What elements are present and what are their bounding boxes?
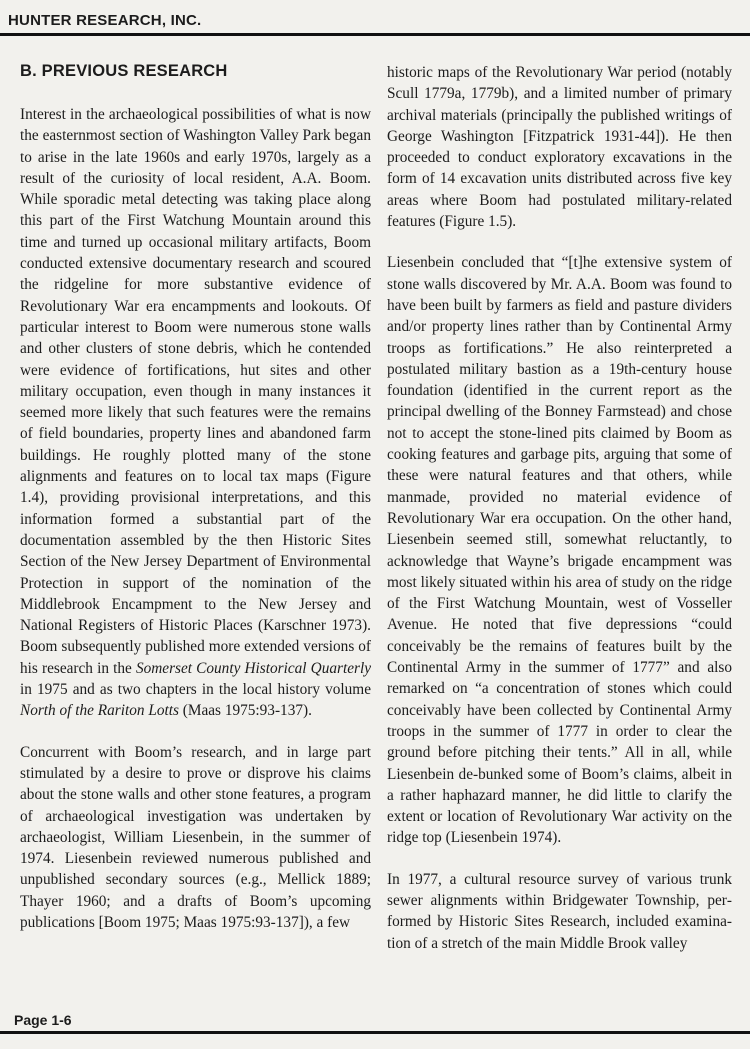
- section-heading: B. PREVIOUS RESEARCH: [20, 62, 228, 80]
- left-column: [20, 104, 371, 953]
- page-number: Page 1-6: [14, 1012, 72, 1028]
- book-title: North of the Rariton Lotts: [20, 702, 179, 720]
- paragraph: In 1977, a cultural resource survey of various trunk sewer alignments within Bridgewater Township, performed by Historic Sites Research, included examination of a stretch of the main Middle Brook valley: [387, 870, 732, 952]
- paragraph: Interest in the archaeological possibilities of what is now the easternmost section of Washington Valley Park began to arise in the late 1960s and early 1970s, largely as a result of the curiosity of local resident, A.A. Boom. While sporadic metal detecting was taking place along this part of the First Watchung Mountain around this time and turned up occasional military artifacts, Boom conducted extensive documentary research and scoured the ridgeline for more substantive evidence of Revolutionary War era encampments and lookouts. Of particular interest to Boom were numerous stone walls and other clusters of stone debris, which he contended were evidence of fortifications, hut sites and other military occupation, even though in many instances it seemed more likely that such features were the remains of field boundaries, property lines and abandoned farm buildings. He roughly plotted many of the stone alignments and features on to local tax maps (Figure 1.4), providing provisional interpretations, and this information formed a substantial part of the documentation assembled by the then Historic Sites Section of the New Jersey Department of Environmental Protection in support of the nomination of the Middlebrook Encampment to the New Jersey and National Registers of Historic Places (Karschner 1973). Boom subsequently published more extended versions of his research in the Somerset County Historical Quarterly in 1975 and as two chapters in the local history volume North of the Rariton Lotts (Maas 1975:93-137).: [20, 106, 372, 720]
- journal-title: Somerset County Historical Quarterly: [135, 659, 372, 677]
- paragraph: historic maps of the Revolutionary War period (notably Scull 1779a, 1779b), and a limited number of primary archival materials (principally the published writings of George Washington [Fitzpatrick 1931-44]). He then proceeded to conduct exploratory excavations in the form of 14 excavation units distributed across five key areas where Boom had postulated military-related features (Figure 1.5).: [387, 64, 732, 231]
- paragraph: Liesenbein concluded that “[t]he extensive system of stone walls discovered by Mr. A.A. Boom was found to have been built by farmers as field and pasture dividers and/or property lines rather than by Continental Army troops as fortifications.” He also reinterpreted a postulated military bastion as a 19th-century house foundation (identified in the current report as the principal dwelling of the Bonney Farmstead) and chose not to accept the stone-lined pits claimed by Boom as cooking features and garbage pits, arguing that some of these were natural features and that others, while manmade, provided no material evidence of Revolutionary War era occupation. On the other hand, Liesenbein seemed still, somewhat reluctantly, to acknowledge that Wayne’s brigade encampment was most likely situated within his area of study on the ridge of the First Watchung Mountain, west of Vosseller Avenue. He noted that five depressions “could conceivably be the remains of features built by the Continental Army in the summer of 1777” and also remarked on “a concentration of stones which could conceivably have been collected by Continental Army troops in the summer of 1777 in order to clear the ground before pitching their tents.” All in all, while Liesenbein de-bunked some of Boom’s claims, albeit in a rather haphazard manner, he did little to clarify the extent or location of Revolutionary War activity on the ridge top (Liesenbein 1974).: [387, 254, 732, 847]
- running-header: HUNTER RESEARCH, INC.: [8, 12, 202, 29]
- header-rule: [0, 33, 750, 36]
- paragraph: Concurrent with Boom’s research, and in large part stimulated by a desire to prove or disprove his claims about the stone walls and other stone features, a program of archaeological investigation was undertaken by archaeologist, William Liesenbein, in the summer of 1974. Liesenbein reviewed numerous published and unpublished secondary sources (e.g., Mellick 1889; Thayer 1960; and a drafts of Boom’s upcoming publications [Boom 1975; Maas 1975:93-137]), a few: [20, 743, 371, 931]
- right-column: [387, 62, 732, 974]
- footer-rule: [0, 1031, 750, 1034]
